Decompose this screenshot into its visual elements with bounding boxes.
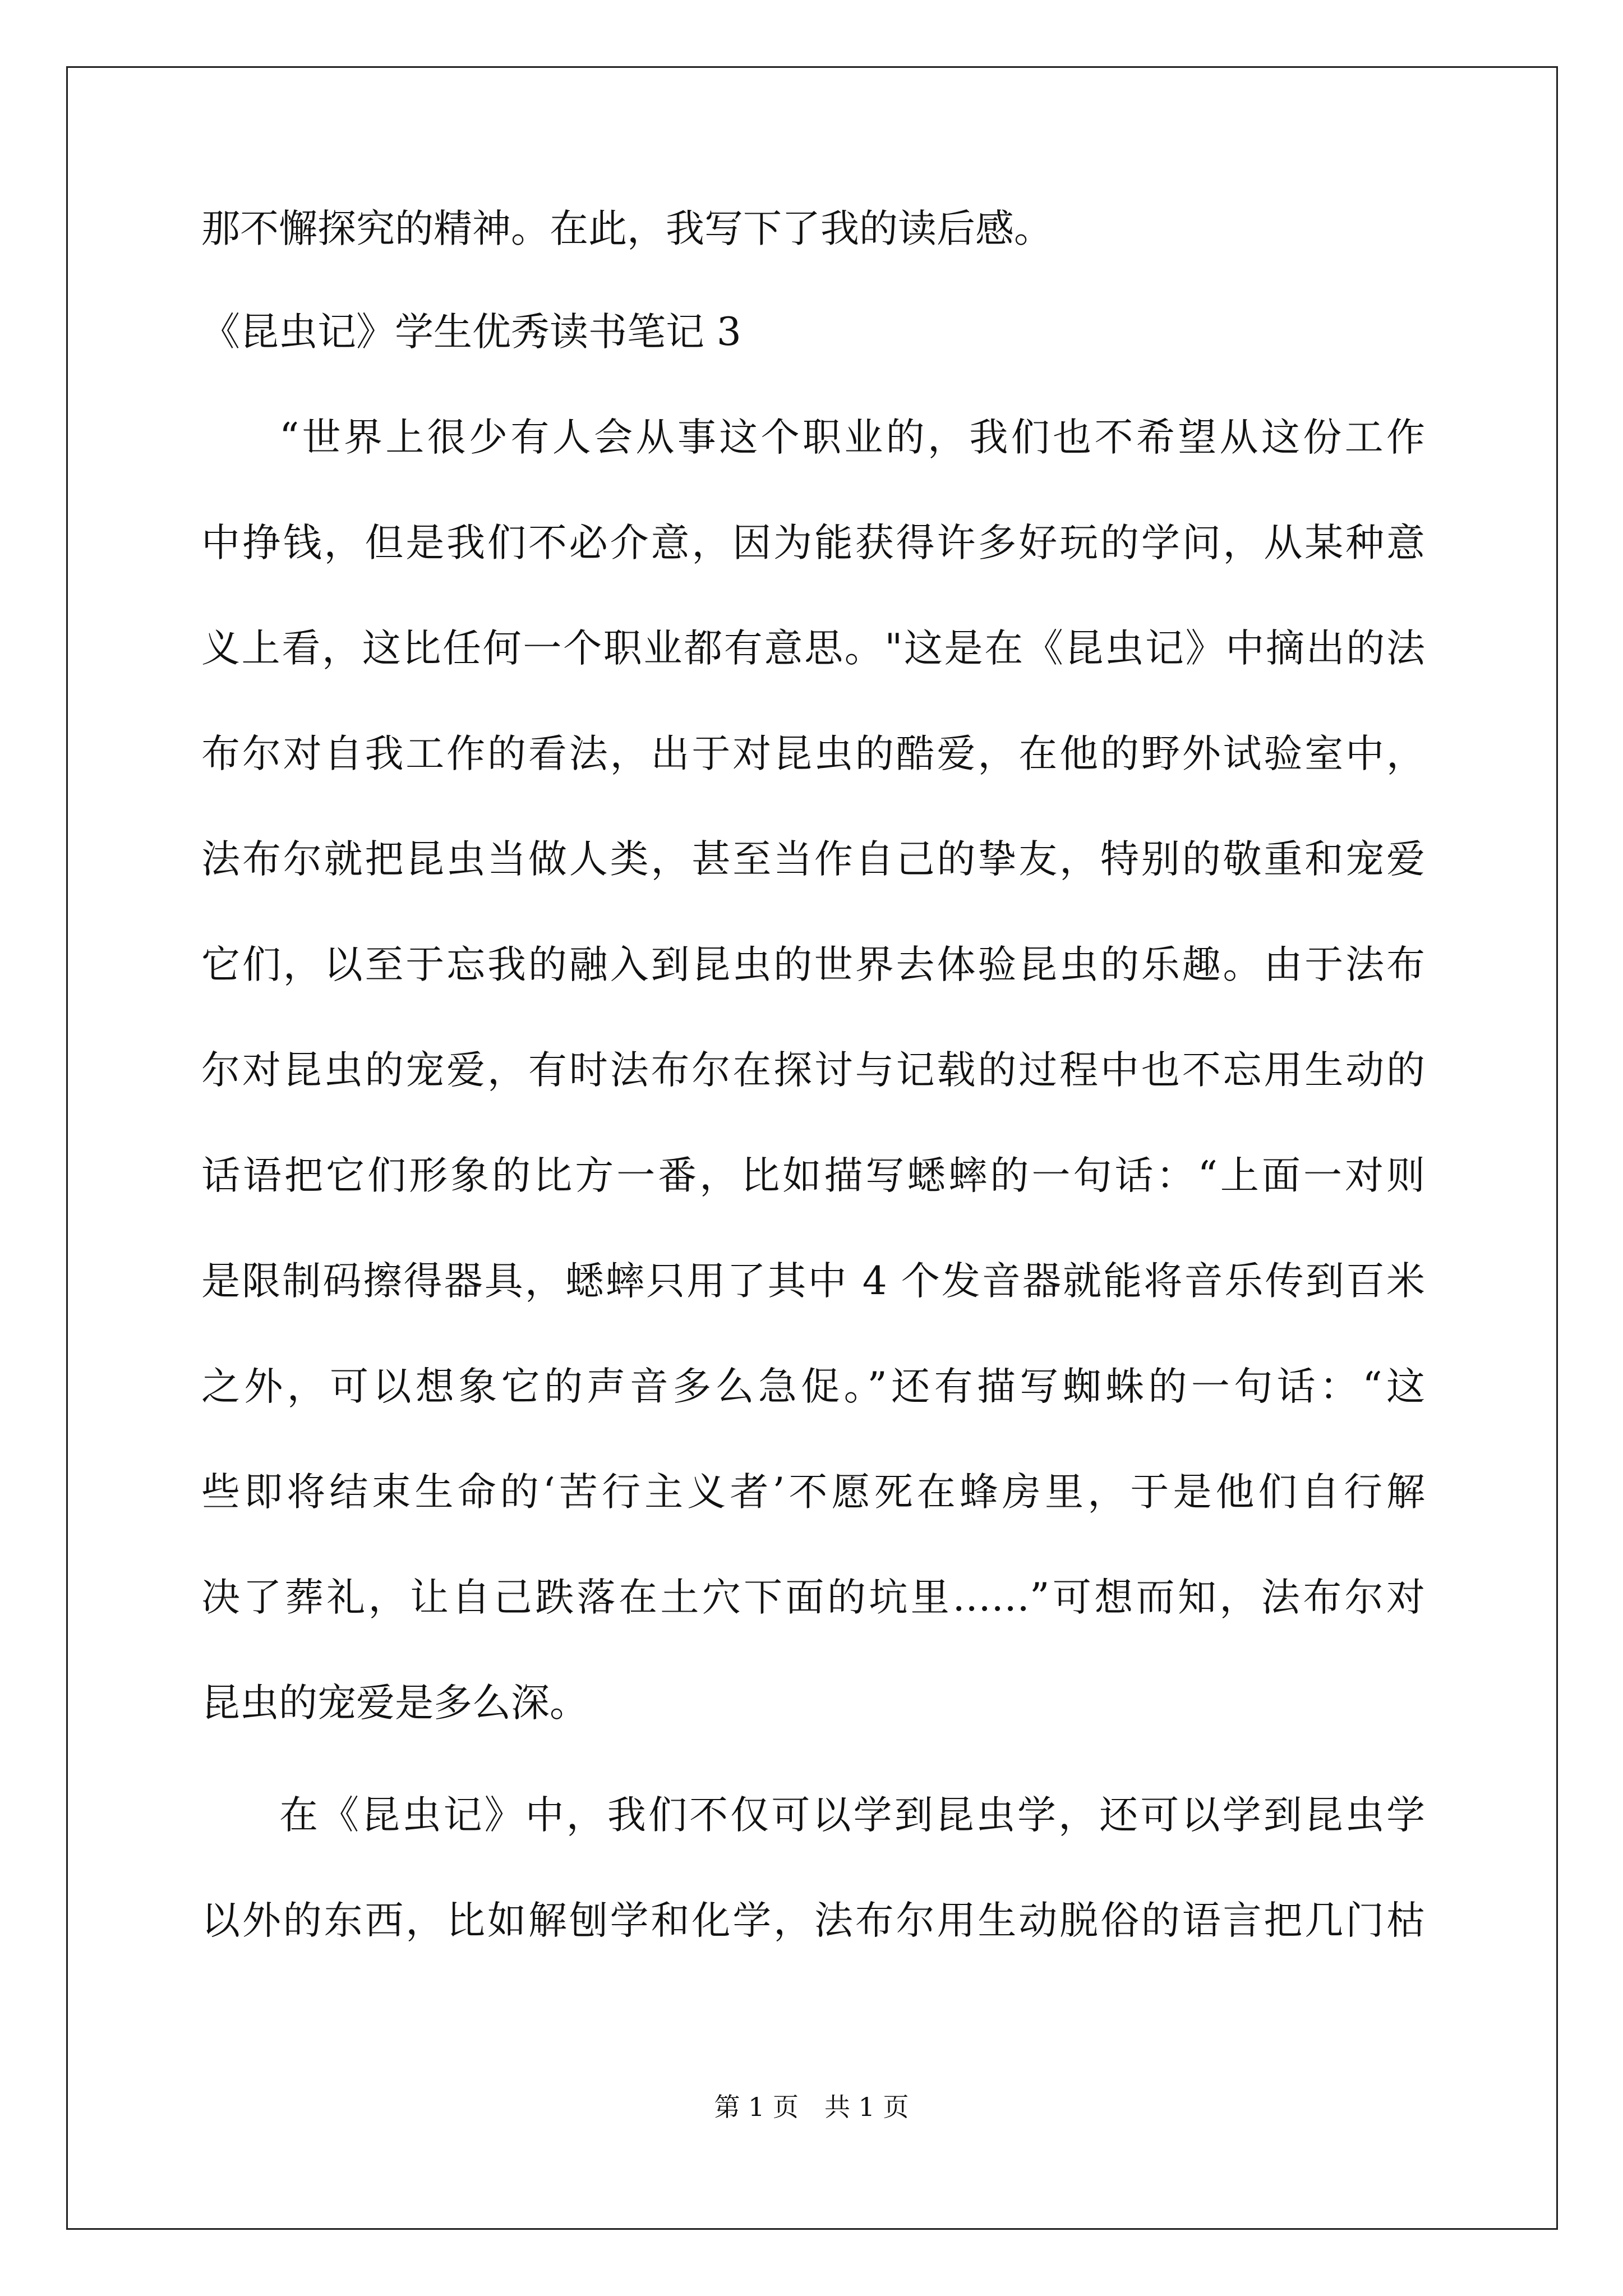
text-line: “世界上很少有人会从事这个职业的，我们也不希望从这份工作 bbox=[279, 415, 1425, 460]
text-line: 是限制码擦得器具，蟋蟀只用了其中 4 个发音器就能将音乐传到百米 bbox=[201, 1259, 1425, 1304]
text-line: 之外，可以想象它的声音多么急促。”还有描写蜘蛛的一句话：“这 bbox=[201, 1364, 1425, 1409]
text-line: 中挣钱，但是我们不必介意，因为能获得许多好玩的学问，从某种意 bbox=[201, 521, 1425, 565]
text-line: 话语把它们形象的比方一番，比如描写蟋蟀的一句话：“上面一对则 bbox=[201, 1153, 1425, 1198]
text-line: 那不懈探究的精神。在此，我写下了我的读后感。 bbox=[201, 206, 1053, 251]
text-line: 尔对昆虫的宠爱，有时法布尔在探讨与记载的过程中也不忘用生动的 bbox=[201, 1048, 1425, 1093]
section-heading: 《昆虫记》学生优秀读书笔记 3 bbox=[201, 310, 741, 355]
text-line: 它们，以至于忘我的融入到昆虫的世界去体验昆虫的乐趣。由于法布 bbox=[201, 942, 1425, 987]
text-line: 决了葬礼，让自己跌落在土穴下面的坑里……”可想而知，法布尔对 bbox=[201, 1575, 1425, 1620]
text-line: 义上看，这比任何一个职业都有意思。"这是在《昆虫记》中摘出的法 bbox=[201, 626, 1425, 671]
text-line: 昆虫的宠爱是多么深。 bbox=[201, 1681, 588, 1726]
text-line: 法布尔就把昆虫当做人类，甚至当作自己的挚友，特别的敬重和宠爱 bbox=[201, 837, 1425, 882]
text-line: 以外的东西，比如解刨学和化学，法布尔用生动脱俗的语言把几门枯 bbox=[201, 1898, 1425, 1943]
page-number-footer: 第 1 页 共 1 页 bbox=[714, 2092, 909, 2122]
text-line: 布尔对自我工作的看法，出于对昆虫的酷爱，在他的野外试验室中， bbox=[201, 731, 1425, 776]
text-line: 些即将结束生命的‘苦行主义者’不愿死在蜂房里，于是他们自行解 bbox=[201, 1470, 1425, 1515]
text-line: 在《昆虫记》中，我们不仅可以学到昆虫学，还可以学到昆虫学 bbox=[279, 1793, 1425, 1838]
